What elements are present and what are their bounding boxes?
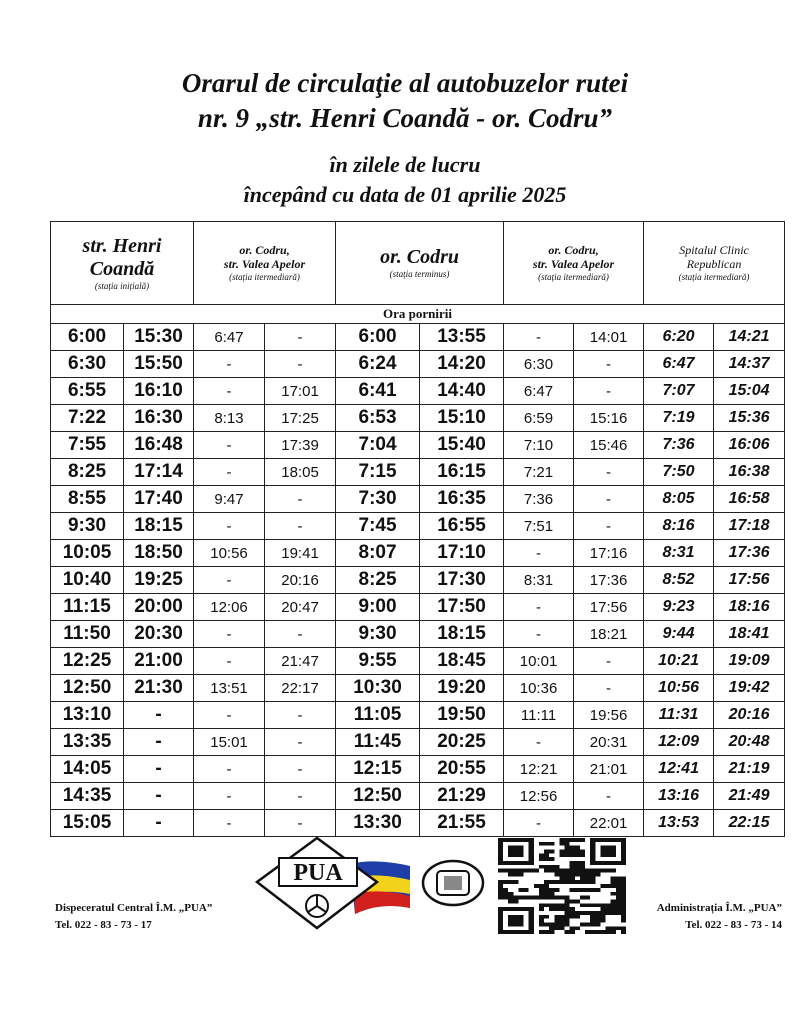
header-henri-coanda: str. Henri Coandă (stația inițială)	[51, 222, 194, 305]
time-cell: 6:55	[51, 378, 124, 405]
time-cell: 8:25	[336, 567, 420, 594]
time-cell: 12:50	[336, 783, 420, 810]
time-cell: -	[504, 810, 574, 837]
subtitle-line-1: în zilele de lucru	[329, 152, 481, 177]
time-cell: 14:21	[714, 324, 785, 351]
time-cell: 10:56	[194, 540, 265, 567]
time-cell: -	[265, 729, 336, 756]
time-cell: 9:00	[336, 594, 420, 621]
time-cell: 18:05	[265, 459, 336, 486]
time-cell: -	[194, 810, 265, 837]
time-cell: 6:41	[336, 378, 420, 405]
footer-left	[55, 900, 212, 933]
time-cell: 16:15	[420, 459, 504, 486]
time-cell: 19:56	[574, 702, 644, 729]
time-cell: 6:30	[504, 351, 574, 378]
time-cell: 14:20	[420, 351, 504, 378]
time-cell: 7:07	[644, 378, 714, 405]
time-cell: -	[574, 513, 644, 540]
time-cell: -	[265, 783, 336, 810]
time-cell: 14:01	[574, 324, 644, 351]
time-cell: 7:15	[336, 459, 420, 486]
table-row	[51, 459, 785, 486]
time-cell: 14:35	[51, 783, 124, 810]
time-cell: 17:30	[420, 567, 504, 594]
time-cell: -	[265, 621, 336, 648]
time-cell: 20:30	[124, 621, 194, 648]
header-valea-apelor-2: or. Codru, str. Valea Apelor (stația itermediară)	[504, 222, 644, 305]
time-cell: 6:24	[336, 351, 420, 378]
time-cell: 8:25	[51, 459, 124, 486]
time-cell: 20:47	[265, 594, 336, 621]
time-cell: -	[574, 378, 644, 405]
time-cell: -	[194, 783, 265, 810]
time-cell: 12:25	[51, 648, 124, 675]
time-cell: 15:16	[574, 405, 644, 432]
time-cell: 17:40	[124, 486, 194, 513]
time-cell: 16:58	[714, 486, 785, 513]
time-cell: 17:36	[574, 567, 644, 594]
time-cell: -	[194, 459, 265, 486]
time-cell: 6:20	[644, 324, 714, 351]
time-cell: 22:15	[714, 810, 785, 837]
time-cell: 9:55	[336, 648, 420, 675]
time-cell: -	[265, 324, 336, 351]
ora-pornirii-row	[51, 305, 785, 324]
time-cell: 16:10	[124, 378, 194, 405]
time-cell: -	[265, 702, 336, 729]
time-cell: 7:10	[504, 432, 574, 459]
ora-pornirii-label: Ora pornirii	[51, 305, 785, 324]
time-cell: 7:36	[644, 432, 714, 459]
time-cell: -	[504, 324, 574, 351]
time-cell: 17:14	[124, 459, 194, 486]
time-cell: 11:31	[644, 702, 714, 729]
time-cell: -	[194, 567, 265, 594]
header-valea-apelor-1: or. Codru, str. Valea Apelor (stația itermediară)	[194, 222, 336, 305]
time-cell: 8:52	[644, 567, 714, 594]
time-cell: 17:56	[714, 567, 785, 594]
time-cell: -	[194, 513, 265, 540]
table-row	[51, 351, 785, 378]
time-cell: 21:47	[265, 648, 336, 675]
time-cell: 15:36	[714, 405, 785, 432]
time-cell: 19:25	[124, 567, 194, 594]
time-cell: -	[574, 351, 644, 378]
time-cell: -	[194, 351, 265, 378]
time-cell: 20:25	[420, 729, 504, 756]
table-row	[51, 486, 785, 513]
time-cell: 18:15	[420, 621, 504, 648]
time-cell: 8:13	[194, 405, 265, 432]
time-cell: 19:41	[265, 540, 336, 567]
time-cell: 17:10	[420, 540, 504, 567]
time-cell: -	[194, 756, 265, 783]
time-cell: 12:56	[504, 783, 574, 810]
time-cell: 7:21	[504, 459, 574, 486]
time-cell: 6:47	[194, 324, 265, 351]
admin-phone: Tel. 022 - 83 - 73 - 14	[685, 918, 782, 931]
time-cell: 12:41	[644, 756, 714, 783]
time-cell: -	[194, 432, 265, 459]
time-cell: -	[124, 810, 194, 837]
time-cell: 22:01	[574, 810, 644, 837]
logo-text: PUA	[293, 860, 343, 886]
time-cell: 7:45	[336, 513, 420, 540]
header-spitalul-clinic: Spitalul Clinic Republican (stația itermediară)	[644, 222, 785, 305]
time-cell: 20:48	[714, 729, 785, 756]
table-row	[51, 513, 785, 540]
time-cell: 15:01	[194, 729, 265, 756]
time-cell: 18:41	[714, 621, 785, 648]
time-cell: 9:30	[336, 621, 420, 648]
table-row	[51, 702, 785, 729]
table-row	[51, 621, 785, 648]
time-cell: 17:36	[714, 540, 785, 567]
table-row	[51, 567, 785, 594]
time-cell: 12:50	[51, 675, 124, 702]
time-cell: -	[265, 513, 336, 540]
table-row	[51, 594, 785, 621]
time-cell: 21:49	[714, 783, 785, 810]
time-cell: 6:30	[51, 351, 124, 378]
time-cell: 11:11	[504, 702, 574, 729]
time-cell: 21:01	[574, 756, 644, 783]
time-cell: 8:07	[336, 540, 420, 567]
time-cell: 21:00	[124, 648, 194, 675]
time-cell: -	[265, 810, 336, 837]
time-cell: 15:04	[714, 378, 785, 405]
time-cell: 10:40	[51, 567, 124, 594]
time-cell: 20:16	[265, 567, 336, 594]
time-cell: 16:30	[124, 405, 194, 432]
time-cell: 15:50	[124, 351, 194, 378]
time-cell: 10:56	[644, 675, 714, 702]
time-cell: 7:04	[336, 432, 420, 459]
time-cell: 9:30	[51, 513, 124, 540]
time-cell: 13:10	[51, 702, 124, 729]
time-cell: 7:36	[504, 486, 574, 513]
title-line-1: Orarul de circulaţie al autobuzelor rutei	[181, 68, 629, 98]
time-cell: 18:45	[420, 648, 504, 675]
time-cell: -	[194, 621, 265, 648]
time-cell: -	[124, 702, 194, 729]
qr-code-icon	[498, 838, 626, 934]
time-cell: 18:15	[124, 513, 194, 540]
table-row	[51, 675, 785, 702]
time-cell: -	[194, 378, 265, 405]
time-cell: 20:16	[714, 702, 785, 729]
time-cell: 8:31	[644, 540, 714, 567]
time-cell: 21:29	[420, 783, 504, 810]
time-cell: 12:09	[644, 729, 714, 756]
time-cell: -	[574, 675, 644, 702]
time-cell: 18:21	[574, 621, 644, 648]
time-cell: -	[574, 459, 644, 486]
table-row	[51, 378, 785, 405]
time-cell: -	[124, 783, 194, 810]
time-cell: -	[504, 729, 574, 756]
time-cell: 10:01	[504, 648, 574, 675]
time-cell: 18:16	[714, 594, 785, 621]
time-cell: 17:56	[574, 594, 644, 621]
time-cell: 21:55	[420, 810, 504, 837]
table-row	[51, 810, 785, 837]
schedule-table	[50, 221, 785, 837]
time-cell: 20:31	[574, 729, 644, 756]
time-cell: -	[124, 756, 194, 783]
time-cell: 7:19	[644, 405, 714, 432]
time-cell: 19:50	[420, 702, 504, 729]
time-cell: 15:30	[124, 324, 194, 351]
time-cell: 19:20	[420, 675, 504, 702]
time-cell: 21:30	[124, 675, 194, 702]
time-cell: -	[124, 729, 194, 756]
time-cell: 7:22	[51, 405, 124, 432]
dispatch-name: Dispeceratul Central Î.M. „PUA”	[55, 902, 213, 914]
time-cell: -	[574, 648, 644, 675]
table-row	[51, 405, 785, 432]
time-cell: 6:00	[336, 324, 420, 351]
time-cell: 10:21	[644, 648, 714, 675]
time-cell: 17:25	[265, 405, 336, 432]
time-cell: 11:15	[51, 594, 124, 621]
time-cell: 13:16	[644, 783, 714, 810]
subtitle-line-2: începând cu data de 01 aprilie 2025	[243, 182, 567, 207]
time-cell: 13:35	[51, 729, 124, 756]
time-cell: 11:45	[336, 729, 420, 756]
time-cell: 13:51	[194, 675, 265, 702]
time-cell: -	[574, 783, 644, 810]
time-cell: 7:30	[336, 486, 420, 513]
time-cell: 17:16	[574, 540, 644, 567]
time-cell: -	[194, 702, 265, 729]
time-cell: 13:53	[644, 810, 714, 837]
footer-right	[657, 900, 782, 933]
time-cell: 7:51	[504, 513, 574, 540]
time-cell: 7:55	[51, 432, 124, 459]
time-cell: 20:00	[124, 594, 194, 621]
time-cell: 17:18	[714, 513, 785, 540]
time-cell: -	[265, 756, 336, 783]
time-cell: 17:50	[420, 594, 504, 621]
time-cell: 8:05	[644, 486, 714, 513]
header-row	[51, 222, 785, 305]
time-cell: 15:40	[420, 432, 504, 459]
time-cell: 17:01	[265, 378, 336, 405]
time-cell: -	[265, 351, 336, 378]
time-cell: 13:55	[420, 324, 504, 351]
time-cell: 16:55	[420, 513, 504, 540]
time-cell: 14:40	[420, 378, 504, 405]
time-cell: 15:10	[420, 405, 504, 432]
time-cell: 8:31	[504, 567, 574, 594]
time-cell: 22:17	[265, 675, 336, 702]
table-row	[51, 729, 785, 756]
phone-scan-icon	[420, 858, 486, 908]
time-cell: 9:44	[644, 621, 714, 648]
time-cell: 10:30	[336, 675, 420, 702]
table-row	[51, 756, 785, 783]
time-cell: 9:23	[644, 594, 714, 621]
time-cell: 8:55	[51, 486, 124, 513]
time-cell: 11:50	[51, 621, 124, 648]
time-cell: 21:19	[714, 756, 785, 783]
time-cell: 8:16	[644, 513, 714, 540]
time-cell: 16:06	[714, 432, 785, 459]
time-cell: 6:59	[504, 405, 574, 432]
time-cell: 6:00	[51, 324, 124, 351]
time-cell: -	[504, 621, 574, 648]
time-cell: 12:06	[194, 594, 265, 621]
table-row	[51, 783, 785, 810]
time-cell: 20:55	[420, 756, 504, 783]
time-cell: 16:38	[714, 459, 785, 486]
time-cell: 10:36	[504, 675, 574, 702]
time-cell: 16:48	[124, 432, 194, 459]
time-cell: 6:47	[504, 378, 574, 405]
time-cell: -	[504, 540, 574, 567]
time-cell: 14:37	[714, 351, 785, 378]
table-row	[51, 540, 785, 567]
time-cell: 6:47	[644, 351, 714, 378]
dispatch-phone: Tel. 022 - 83 - 73 - 17	[55, 918, 152, 931]
table-row	[51, 324, 785, 351]
time-cell: 19:09	[714, 648, 785, 675]
admin-name: Administrația Î.M. „PUA”	[656, 902, 782, 914]
time-cell: -	[504, 594, 574, 621]
time-cell: 11:05	[336, 702, 420, 729]
pua-logo	[255, 836, 415, 932]
time-cell: 13:30	[336, 810, 420, 837]
time-cell: 15:05	[51, 810, 124, 837]
header-or-codru: or. Codru (stația terminus)	[336, 222, 504, 305]
time-cell: 16:35	[420, 486, 504, 513]
time-cell: 19:42	[714, 675, 785, 702]
time-cell: 7:50	[644, 459, 714, 486]
time-cell: 6:53	[336, 405, 420, 432]
time-cell: 9:47	[194, 486, 265, 513]
time-cell: -	[574, 486, 644, 513]
table-row	[51, 432, 785, 459]
time-cell: 12:21	[504, 756, 574, 783]
time-cell: -	[265, 486, 336, 513]
time-cell: -	[194, 648, 265, 675]
time-cell: 18:50	[124, 540, 194, 567]
time-cell: 12:15	[336, 756, 420, 783]
table-row	[51, 648, 785, 675]
time-cell: 14:05	[51, 756, 124, 783]
time-cell: 15:46	[574, 432, 644, 459]
flag-red	[355, 891, 410, 914]
time-cell: 17:39	[265, 432, 336, 459]
time-cell: 10:05	[51, 540, 124, 567]
title-line-2: nr. 9 „str. Henri Coandă - or. Codru”	[197, 103, 613, 133]
